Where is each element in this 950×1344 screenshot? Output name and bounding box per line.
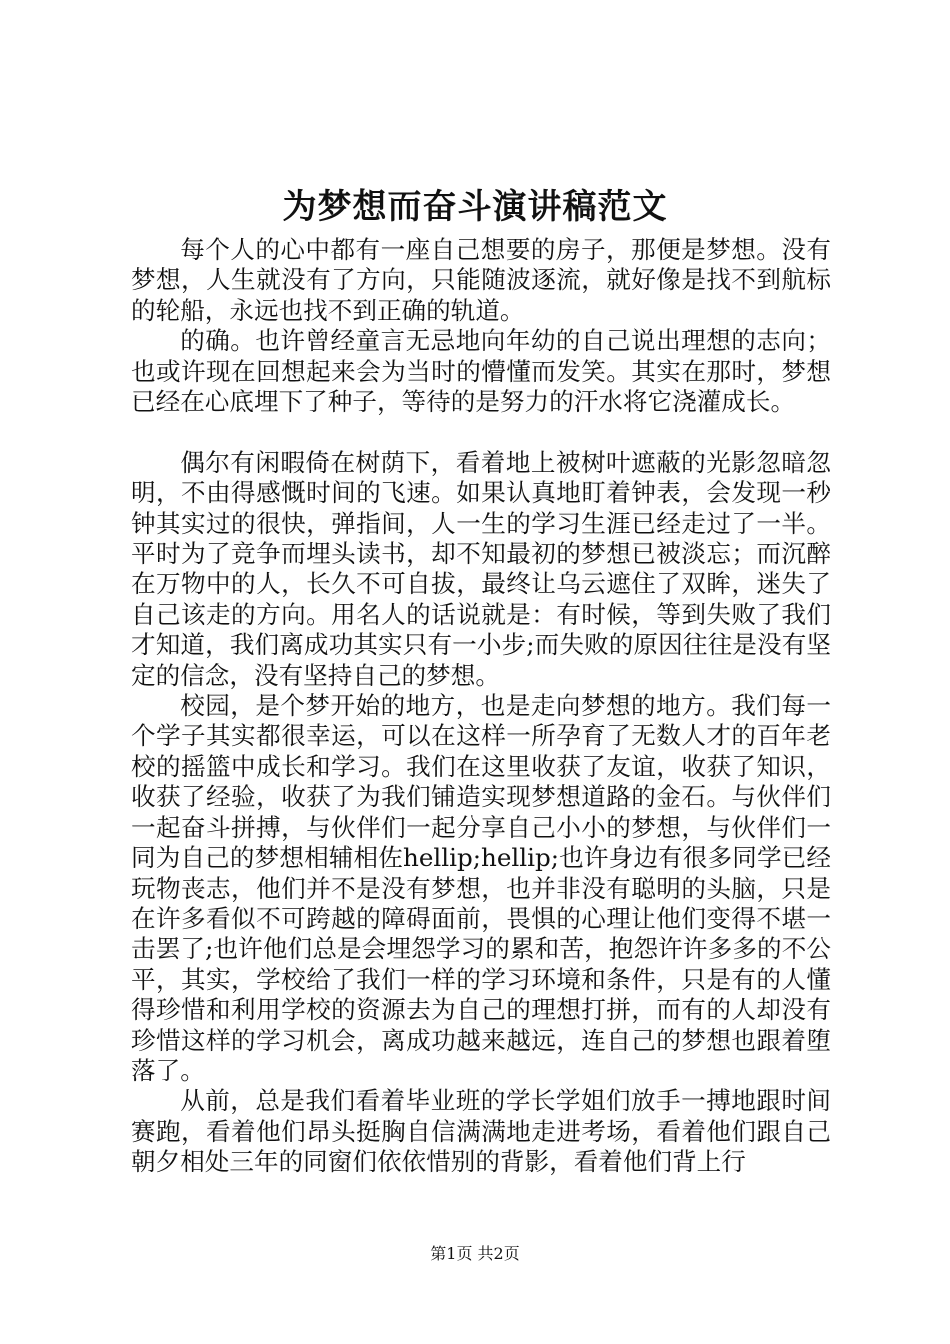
document-title: 为梦想而奋斗演讲稿范文 [282, 187, 668, 227]
page-footer: 第1页 共2页 [430, 1244, 520, 1263]
paragraph: 的确。也许曾经童言无忌地向年幼的自己说出理想的志向；也或许现在回想起来会为当时的懵懂而发笑。其实在那时，梦想已经在心底埋下了种子，等待的是努力的汗水将它浇灌成长。 [131, 326, 831, 417]
document-body [131, 235, 831, 1178]
paragraph: 每个人的心中都有一座自己想要的房子，那便是梦想。没有梦想，人生就没有了方向，只能随波逐流，就好像是找不到航标的轮船，永远也找不到正确的轨道。 [131, 235, 831, 325]
blank-line [131, 417, 831, 447]
paragraph: 从前，总是我们看着毕业班的学长学姐们放手一搏地跟时间赛跑，看着他们昂头挺胸自信满满地走进考场，看着他们跟自己朝夕相处三年的同窗们依依惜别的背影，看着他们背上行 [131, 1086, 831, 1177]
paragraph: 校园，是个梦开始的地方，也是走向梦想的地方。我们每一个学子其实都很幸运，可以在这样一所孕育了无数人才的百年老校的摇篮中成长和学习。我们在这里收获了友谊，收获了知识，收获了经验，收获了为我们铺造实现梦想道路的金石。与伙伴们一起奋斗拼搏，与伙伴们一起分享自己小小的梦想，与伙伴们一同为自己的梦想相辅相佐hellip;hellip;也许身边有很多同学已经玩物丧志，他们并不是没有梦想，也并非没有聪明的头脑，只是在许多看似不可跨越的障碍面前，畏惧的心理让他们变得不堪一击罢了;也许他们总是会埋怨学习的累和苦，抱怨许许多多的不公平，其实，学校给了我们一样的学习环境和条件，只是有的人懂得珍惜和利用学校的资源去为自己的理想打拼，而有的人却没有珍惜这样的学习机会，离成功越来越远，连自己的梦想也跟着堕落了。 [131, 691, 831, 1085]
paragraph: 偶尔有闲暇倚在树荫下，看着地上被树叶遮蔽的光影忽暗忽明，不由得感慨时间的飞速。如果认真地盯着钟表，会发现一秒钟其实过的很快，弹指间，人一生的学习生涯已经走过了一半。平时为了竞争而埋头读书，却不知最初的梦想已被淡忘；而沉醉在万物中的人，长久不可自拔，最终让乌云遮住了双眸，迷失了自己该走的方向。用名人的话说就是：有时候，等到失败了我们才知道，我们离成功其实只有一小步;而失败的原因往往是没有坚定的信念，没有坚持自己的梦想。 [131, 447, 831, 690]
